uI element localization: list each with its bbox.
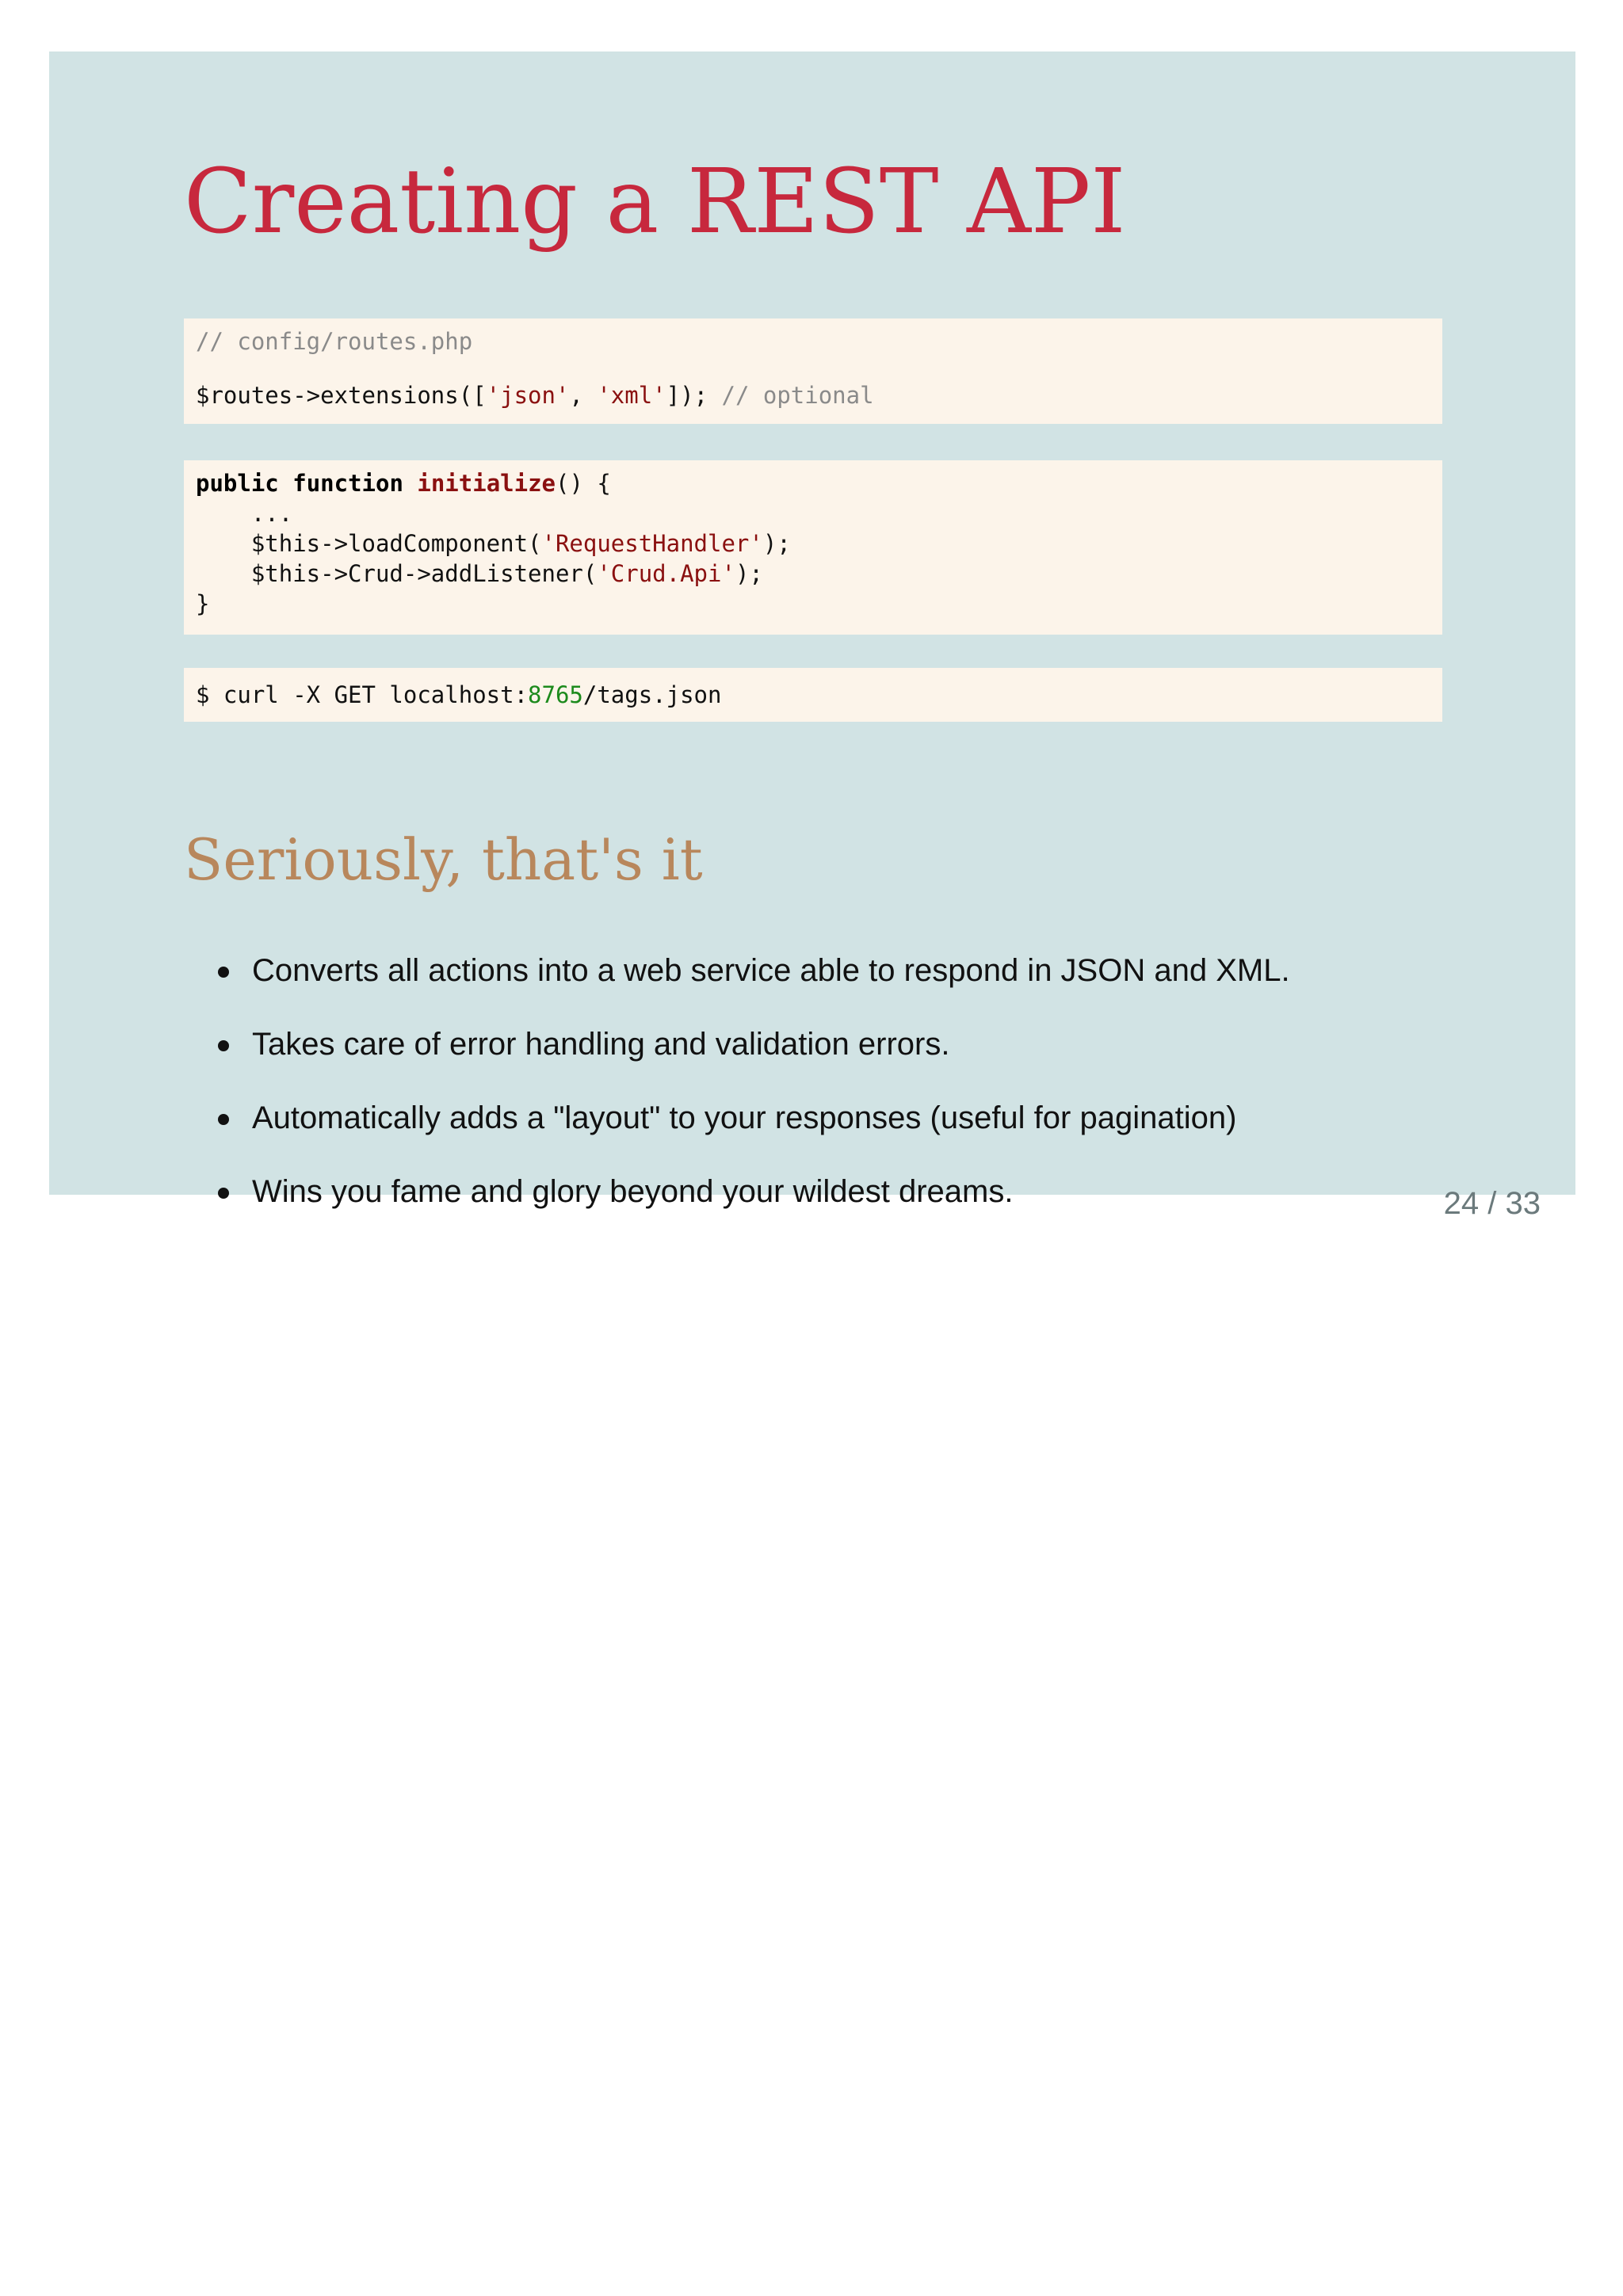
- code-line: [196, 326, 1430, 357]
- code-text: $ curl -X GET localhost:: [196, 681, 529, 708]
- code-line: [196, 380, 1430, 410]
- code-text: $this->Crud->addListener(: [196, 560, 598, 587]
- code-block-curl: [184, 668, 1442, 722]
- bullet-item: Converts all actions into a web service able to respond in JSON and XML.: [184, 947, 1290, 1020]
- code-text: ]);: [666, 382, 722, 409]
- slide: [49, 51, 1575, 1221]
- code-text: $this->loadComponent(: [196, 530, 542, 557]
- code-number: 8765: [528, 681, 583, 708]
- code-line: [196, 680, 1430, 710]
- code-text: );: [762, 530, 791, 557]
- bullet-item: Automatically adds a "layout" to your responses (useful for pagination): [184, 1094, 1290, 1168]
- code-text: ,: [569, 382, 598, 409]
- code-string: 'RequestHandler': [541, 530, 763, 557]
- code-text: ...: [196, 500, 293, 527]
- code-comment: // config/routes.php: [196, 328, 473, 355]
- code-keyword: function: [292, 470, 403, 497]
- code-text: );: [735, 560, 763, 587]
- code-line: [196, 589, 1430, 619]
- code-line: [196, 528, 1430, 559]
- code-string: 'json': [486, 382, 570, 409]
- code-blank-line: [196, 357, 1430, 380]
- code-line: [196, 498, 1430, 528]
- code-text: }: [196, 590, 210, 617]
- code-block-routes: [184, 318, 1442, 424]
- slide-counter: 24 / 33: [1443, 1186, 1541, 1221]
- code-text: $routes->extensions([: [196, 382, 487, 409]
- bullet-list: [184, 947, 1290, 1241]
- code-line: [196, 559, 1430, 589]
- code-keyword: public: [196, 470, 279, 497]
- slide-title: Creating a REST API: [184, 151, 1126, 254]
- bullet-item: Wins you fame and glory beyond your wildest dreams.: [184, 1168, 1290, 1241]
- slide-subtitle: Seriously, that's it: [184, 826, 703, 893]
- code-line: [196, 468, 1430, 498]
- bullet-item: Takes care of error handling and validation errors.: [184, 1020, 1290, 1094]
- code-block-initialize: [184, 460, 1442, 635]
- code-comment: // optional: [721, 382, 874, 409]
- code-text: () {: [556, 470, 611, 497]
- code-text: /tags.json: [582, 681, 722, 708]
- code-string: 'Crud.Api': [597, 560, 735, 587]
- code-string: 'xml': [597, 382, 666, 409]
- code-function-name: initialize: [417, 470, 556, 497]
